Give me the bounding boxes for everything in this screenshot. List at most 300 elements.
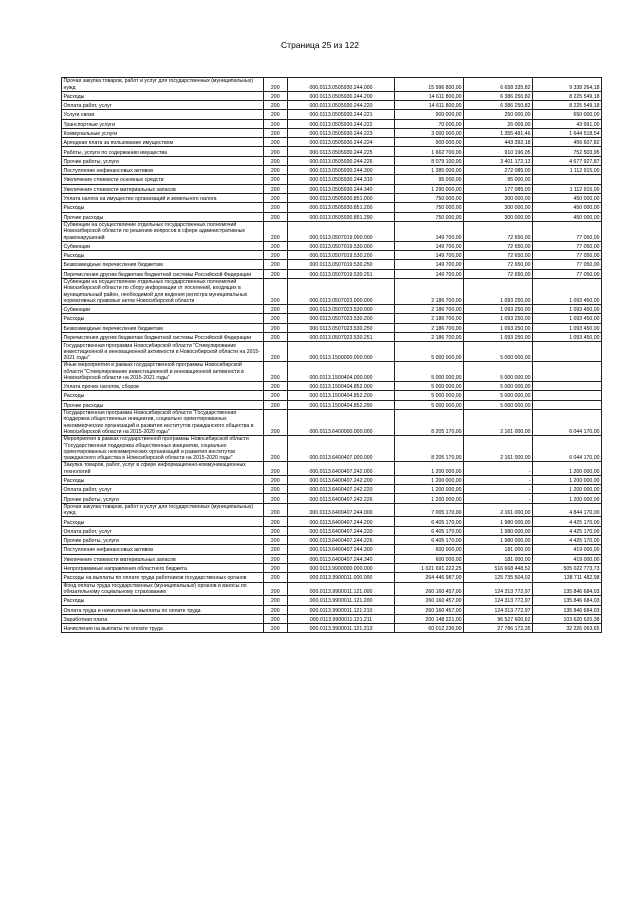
row-approved-cell: 14 611 800,00 xyxy=(395,101,464,110)
row-approved-cell: 1 200 000,00 xyxy=(395,485,464,494)
table-row xyxy=(62,241,602,250)
table-row xyxy=(62,221,602,241)
row-classification-cell: 000.0113.0505930.244.220 xyxy=(287,101,394,110)
row-name-cell: Субвенции xyxy=(62,305,264,314)
row-approved-cell: 149 700,00 xyxy=(395,269,464,278)
row-approved-cell: 95 000,00 xyxy=(395,175,464,184)
row-code-cell: 200 xyxy=(263,605,287,614)
row-remaining-cell: 135 846 684,03 xyxy=(533,582,602,596)
row-code-cell: 200 xyxy=(263,128,287,137)
row-code-cell: 200 xyxy=(263,119,287,128)
row-executed-cell: 1 980 000,00 xyxy=(464,536,533,545)
table-row xyxy=(62,251,602,260)
row-name-cell: Коммунальные услуги xyxy=(62,128,264,137)
row-executed-cell: 125 735 504,02 xyxy=(464,573,533,582)
row-executed-cell: 5 000 000,00 xyxy=(464,400,533,409)
row-approved-cell: 600 000,00 xyxy=(395,545,464,554)
row-approved-cell: 6 405 170,00 xyxy=(395,517,464,526)
row-classification-cell: 000.0113.0507019.000.000 xyxy=(287,221,394,241)
row-approved-cell: 5 000 000,00 xyxy=(395,362,464,382)
row-remaining-cell: 419 000,00 xyxy=(533,545,602,554)
row-classification-cell: 000.0113.6400407.242.226 xyxy=(287,494,394,503)
row-remaining-cell: 1 200 000,00 xyxy=(533,485,602,494)
row-executed-cell: - xyxy=(464,494,533,503)
row-remaining-cell: 1 200 000,00 xyxy=(533,462,602,476)
row-code-cell: 200 xyxy=(263,554,287,563)
row-approved-cell: 8 205 170,00 xyxy=(395,409,464,435)
row-approved-cell: 2 186 700,00 xyxy=(395,278,464,304)
row-code-cell: 200 xyxy=(263,305,287,314)
row-remaining-cell xyxy=(533,391,602,400)
row-classification-cell: 000.0113.0507023.000.000 xyxy=(287,278,394,304)
row-classification-cell: 000.0113.0505930.244.221 xyxy=(287,110,394,119)
row-code-cell: 200 xyxy=(263,193,287,202)
row-remaining-cell: 1 093 450,00 xyxy=(533,278,602,304)
row-executed-cell: 72 650,00 xyxy=(464,221,533,241)
row-approved-cell: 2 186 700,00 xyxy=(395,323,464,332)
row-approved-cell: 600 000,00 xyxy=(395,554,464,563)
row-remaining-cell: 450 000,00 xyxy=(533,212,602,221)
row-classification-cell: 000.0113.6400407.244.300 xyxy=(287,545,394,554)
row-code-cell: 200 xyxy=(263,101,287,110)
row-remaining-cell: 4 677 927,87 xyxy=(533,156,602,165)
row-classification-cell: 000.0113.0505930.244.226 xyxy=(287,156,394,165)
row-classification-cell: 000.0113.0505930.244.000 xyxy=(287,78,394,92)
table-row xyxy=(62,305,602,314)
row-remaining-cell: 77 050,00 xyxy=(533,251,602,260)
row-code-cell: 200 xyxy=(263,582,287,596)
row-remaining-cell: 1 093 450,00 xyxy=(533,305,602,314)
row-approved-cell: 1 662 700,00 xyxy=(395,147,464,156)
row-classification-cell: 000.0113.0507019.530.250 xyxy=(287,260,394,269)
row-executed-cell: 1 355 481,46 xyxy=(464,128,533,137)
row-name-cell: Оплата труда и начисления на выплаты по оплате труда xyxy=(62,605,264,614)
table-row xyxy=(62,475,602,484)
row-executed-cell: 5 000 000,00 xyxy=(464,391,533,400)
table-row xyxy=(62,614,602,623)
row-remaining-cell: 450 000,00 xyxy=(533,203,602,212)
row-approved-cell: 2 186 700,00 xyxy=(395,332,464,341)
row-name-cell: Заработная плата xyxy=(62,614,264,623)
row-remaining-cell: 6 044 170,00 xyxy=(533,436,602,462)
row-name-cell: Государственная программа Новосибирской области "Стимулирование инвестиционной и инновационной активности в Новосибирской области на 2015-2021 годы" xyxy=(62,342,264,362)
row-remaining-cell: 43 991,00 xyxy=(533,119,602,128)
row-approved-cell: 149 700,00 xyxy=(395,260,464,269)
table-row xyxy=(62,596,602,605)
row-name-cell: Увеличение стоимости материальных запасов xyxy=(62,184,264,193)
row-remaining-cell: 8 225 549,18 xyxy=(533,91,602,100)
row-name-cell: Расходы xyxy=(62,596,264,605)
row-remaining-cell: 4 844 170,00 xyxy=(533,503,602,517)
row-executed-cell: 1 093 250,00 xyxy=(464,323,533,332)
row-classification-cell: 000.0113.0507023.530.250 xyxy=(287,323,394,332)
row-remaining-cell: 1 112 915,00 xyxy=(533,184,602,193)
row-code-cell: 200 xyxy=(263,241,287,250)
row-code-cell: 200 xyxy=(263,138,287,147)
row-remaining-cell: 1 200 000,00 xyxy=(533,475,602,484)
row-executed-cell: 910 196,05 xyxy=(464,147,533,156)
table-row xyxy=(62,517,602,526)
row-remaining-cell: 4 425 170,00 xyxy=(533,526,602,535)
row-remaining-cell: 103 620 620,38 xyxy=(533,614,602,623)
row-remaining-cell: 8 225 549,18 xyxy=(533,101,602,110)
table-row xyxy=(62,91,602,100)
row-classification-cell: 000.0113.9900011.121.200 xyxy=(287,596,394,605)
table-row xyxy=(62,332,602,341)
row-approved-cell: 1 200 000,00 xyxy=(395,475,464,484)
row-code-cell: 200 xyxy=(263,332,287,341)
row-executed-cell: 1 093 250,00 xyxy=(464,332,533,341)
table-row xyxy=(62,269,602,278)
row-remaining-cell: 77 050,00 xyxy=(533,221,602,241)
table-row xyxy=(62,362,602,382)
row-classification-cell: 000.0113.1500404.852.290 xyxy=(287,400,394,409)
table-row xyxy=(62,382,602,391)
row-approved-cell: 149 700,00 xyxy=(395,241,464,250)
table-row xyxy=(62,78,602,92)
row-classification-cell: 000.0113.0505930.851.290 xyxy=(287,212,394,221)
row-name-cell: Расходы xyxy=(62,91,264,100)
row-name-cell: Увеличение стоимости основных средств xyxy=(62,175,264,184)
row-name-cell: Оплата работ, услуг xyxy=(62,485,264,494)
row-approved-cell: 5 000 000,00 xyxy=(395,400,464,409)
row-executed-cell: 1 980 000,00 xyxy=(464,526,533,535)
row-executed-cell: 443 392,18 xyxy=(464,138,533,147)
row-code-cell: 200 xyxy=(263,517,287,526)
table-row xyxy=(62,526,602,535)
table-row xyxy=(62,110,602,119)
row-classification-cell: 000.0113.6400407.244.340 xyxy=(287,554,394,563)
row-approved-cell: 1 290 000,00 xyxy=(395,184,464,193)
row-name-cell: Расходы xyxy=(62,251,264,260)
row-approved-cell: 5 000 000,00 xyxy=(395,391,464,400)
row-name-cell: Перечисления другим бюджетам бюджетной системы Российской Федерации xyxy=(62,332,264,341)
row-code-cell: 200 xyxy=(263,203,287,212)
row-approved-cell: 149 700,00 xyxy=(395,221,464,241)
row-approved-cell: 2 186 700,00 xyxy=(395,314,464,323)
table-row xyxy=(62,138,602,147)
row-remaining-cell xyxy=(533,342,602,362)
row-code-cell: 200 xyxy=(263,563,287,572)
row-executed-cell: 300 000,00 xyxy=(464,203,533,212)
row-approved-cell: 7 005 170,00 xyxy=(395,503,464,517)
budget-table xyxy=(61,77,602,633)
row-name-cell: Непрограммные направления областного бюджета xyxy=(62,563,264,572)
row-approved-cell: 8 079 100,00 xyxy=(395,156,464,165)
row-remaining-cell: 6 044 170,00 xyxy=(533,409,602,435)
row-classification-cell: 000.0113.0507023.530.200 xyxy=(287,314,394,323)
row-classification-cell: 000.0113.0507019.530.251 xyxy=(287,269,394,278)
row-name-cell: Работы, услуги по содержанию имущества xyxy=(62,147,264,156)
table-row xyxy=(62,314,602,323)
row-approved-cell: 750 000,00 xyxy=(395,193,464,202)
row-approved-cell: 260 160 457,00 xyxy=(395,582,464,596)
row-approved-cell: 8 205 170,00 xyxy=(395,436,464,462)
row-name-cell: Расходы на выплаты по оплате труда работников государственных органов xyxy=(62,573,264,582)
row-classification-cell: 000.0113.1500404.852.000 xyxy=(287,382,394,391)
row-code-cell: 200 xyxy=(263,526,287,535)
row-executed-cell: 300 000,00 xyxy=(464,212,533,221)
row-classification-cell: 000.0113.0505930.851.200 xyxy=(287,203,394,212)
row-name-cell: Перечисления другим бюджетам бюджетной системы Российской Федерации xyxy=(62,269,264,278)
row-remaining-cell: 77 050,00 xyxy=(533,241,602,250)
row-executed-cell: 272 085,00 xyxy=(464,166,533,175)
table-row xyxy=(62,536,602,545)
row-executed-cell: 2 161 000,00 xyxy=(464,436,533,462)
row-approved-cell: 264 446 987,00 xyxy=(395,573,464,582)
table-row xyxy=(62,605,602,614)
table-row xyxy=(62,624,602,633)
table-row xyxy=(62,582,602,596)
row-approved-cell: 750 000,00 xyxy=(395,203,464,212)
row-remaining-cell xyxy=(533,382,602,391)
table-row xyxy=(62,400,602,409)
table-row xyxy=(62,147,602,156)
row-name-cell: Прочие работы, услуги xyxy=(62,494,264,503)
row-code-cell: 200 xyxy=(263,536,287,545)
row-classification-cell: 000.0113.0507023.530.000 xyxy=(287,305,394,314)
row-classification-cell: 000.0113.0505930.244.225 xyxy=(287,147,394,156)
row-classification-cell: 000.0113.6400407.242.000 xyxy=(287,462,394,476)
row-executed-cell: 5 000 000,00 xyxy=(464,342,533,362)
row-executed-cell: - xyxy=(464,475,533,484)
row-approved-cell: 1 200 000,00 xyxy=(395,462,464,476)
row-code-cell: 200 xyxy=(263,436,287,462)
row-approved-cell: 1 200 000,00 xyxy=(395,494,464,503)
row-name-cell: Оплата работ, услуг xyxy=(62,526,264,535)
row-classification-cell: 000.0113.1500000.000.000 xyxy=(287,342,394,362)
row-executed-cell: 250 000,00 xyxy=(464,110,533,119)
row-executed-cell: 6 386 250,82 xyxy=(464,91,533,100)
row-executed-cell: 95 000,00 xyxy=(464,175,533,184)
row-code-cell: 200 xyxy=(263,175,287,184)
row-code-cell: 200 xyxy=(263,184,287,193)
row-classification-cell: 000.0113.9900011.121.210 xyxy=(287,605,394,614)
row-remaining-cell: 4 425 170,00 xyxy=(533,536,602,545)
row-code-cell: 200 xyxy=(263,221,287,241)
row-name-cell: Уплата прочих налогов, сборов xyxy=(62,382,264,391)
row-executed-cell: 124 313 772,97 xyxy=(464,605,533,614)
row-remaining-cell: 135 846 684,03 xyxy=(533,596,602,605)
row-executed-cell: 2 161 000,00 xyxy=(464,503,533,517)
row-classification-cell: 000.0113.0505930.851.000 xyxy=(287,193,394,202)
row-classification-cell: 000.0113.0505930.244.300 xyxy=(287,166,394,175)
row-classification-cell: 000.0113.6400407.244.000 xyxy=(287,503,394,517)
row-code-cell: 200 xyxy=(263,91,287,100)
row-classification-cell: 000.0113.9900011.121.211 xyxy=(287,614,394,623)
row-executed-cell: 1 093 250,00 xyxy=(464,278,533,304)
table-row xyxy=(62,554,602,563)
row-code-cell: 200 xyxy=(263,409,287,435)
row-executed-cell: 2 161 000,00 xyxy=(464,409,533,435)
row-executed-cell: 72 650,00 xyxy=(464,241,533,250)
row-classification-cell: 000.0113.1500404.852.200 xyxy=(287,391,394,400)
row-executed-cell: 181 000,00 xyxy=(464,545,533,554)
row-classification-cell: 000.0113.0505930.244.200 xyxy=(287,91,394,100)
row-code-cell: 200 xyxy=(263,212,287,221)
table-row xyxy=(62,342,602,362)
row-approved-cell: 3 000 000,00 xyxy=(395,128,464,137)
row-classification-cell: 000.0113.9900011.121.213 xyxy=(287,624,394,633)
row-remaining-cell xyxy=(533,175,602,184)
table-row xyxy=(62,166,602,175)
row-executed-cell: 3 401 172,13 xyxy=(464,156,533,165)
row-name-cell: Безвозмездные перечисления бюджетам xyxy=(62,323,264,332)
row-name-cell: Поступление нефинансовых активов xyxy=(62,166,264,175)
row-code-cell: 200 xyxy=(263,494,287,503)
row-executed-cell: 300 000,00 xyxy=(464,193,533,202)
row-code-cell: 200 xyxy=(263,475,287,484)
row-name-cell: Мероприятия в рамках государственной программы Новосибирской области "Государственная поддержка общественных инициатив, социально ориентированных некоммерческих организаций и развития институтов гражданского общества в Новосибирской области на 2015-2020 годы" xyxy=(62,436,264,462)
row-classification-cell: 000.0113.0507019.530.000 xyxy=(287,241,394,250)
row-approved-cell: 149 700,00 xyxy=(395,251,464,260)
row-classification-cell: 000.0113.0505930.244.310 xyxy=(287,175,394,184)
row-executed-cell: 124 313 772,97 xyxy=(464,596,533,605)
table-row xyxy=(62,175,602,184)
row-code-cell: 200 xyxy=(263,391,287,400)
row-name-cell: Поступление нефинансовых активов xyxy=(62,545,264,554)
row-name-cell: Увеличение стоимости материальных запасов xyxy=(62,554,264,563)
row-code-cell: 200 xyxy=(263,314,287,323)
row-approved-cell: 14 611 800,00 xyxy=(395,91,464,100)
row-executed-cell: 6 658 335,82 xyxy=(464,78,533,92)
row-classification-cell: 000.0113.9900011.121.000 xyxy=(287,582,394,596)
row-approved-cell: 750 000,00 xyxy=(395,212,464,221)
row-code-cell: 200 xyxy=(263,166,287,175)
row-remaining-cell: 456 607,82 xyxy=(533,138,602,147)
row-executed-cell: - xyxy=(464,462,533,476)
row-name-cell: Расходы xyxy=(62,391,264,400)
row-remaining-cell: 1 093 450,00 xyxy=(533,332,602,341)
table-row xyxy=(62,462,602,476)
row-remaining-cell: 9 338 264,18 xyxy=(533,78,602,92)
row-name-cell: Прочая закупка товаров, работ и услуг для государственных (муниципальных) нужд xyxy=(62,78,264,92)
table-row xyxy=(62,184,602,193)
table-row xyxy=(62,436,602,462)
row-name-cell: Транспортные услуги xyxy=(62,119,264,128)
table-row xyxy=(62,485,602,494)
table-row xyxy=(62,278,602,304)
row-executed-cell: 72 650,00 xyxy=(464,269,533,278)
row-remaining-cell: 135 846 684,03 xyxy=(533,605,602,614)
table-row xyxy=(62,128,602,137)
row-name-cell: Субвенции xyxy=(62,241,264,250)
row-name-cell: Прочие расходы xyxy=(62,400,264,409)
row-executed-cell: 124 313 772,97 xyxy=(464,582,533,596)
row-code-cell: 200 xyxy=(263,485,287,494)
row-code-cell: 200 xyxy=(263,110,287,119)
row-name-cell: Субвенции на осуществление отдельных государственных полномочий Новосибирской области по сбору информации от поселений, входящих в муниципальный район, необходимой для ведения регистра муниципальных нормативных правовых актов Новосибирской области xyxy=(62,278,264,304)
row-code-cell: 200 xyxy=(263,269,287,278)
row-code-cell: 200 xyxy=(263,342,287,362)
row-name-cell: Субвенции на осуществление отдельных государственных полномочий Новосибирской области по решению вопросов в сфере административных правонарушений xyxy=(62,221,264,241)
table-row xyxy=(62,101,602,110)
row-remaining-cell: 77 050,00 xyxy=(533,260,602,269)
table-row xyxy=(62,203,602,212)
row-classification-cell: 000.0113.6400407.244.220 xyxy=(287,526,394,535)
row-code-cell: 200 xyxy=(263,260,287,269)
row-code-cell: 200 xyxy=(263,503,287,517)
row-remaining-cell: 77 050,00 xyxy=(533,269,602,278)
row-code-cell: 200 xyxy=(263,545,287,554)
row-classification-cell: 000.0113.6400407.244.226 xyxy=(287,536,394,545)
row-approved-cell: 15 996 800,00 xyxy=(395,78,464,92)
row-executed-cell: 27 786 172,35 xyxy=(464,624,533,633)
row-executed-cell: 1 093 250,00 xyxy=(464,305,533,314)
table-row xyxy=(62,119,602,128)
row-name-cell: Фонд оплаты труда государственных (муниципальных) органов и взносы по обязательному социальному страхованию xyxy=(62,582,264,596)
row-code-cell: 200 xyxy=(263,382,287,391)
row-remaining-cell: 505 022 773,73 xyxy=(533,563,602,572)
row-code-cell: 200 xyxy=(263,596,287,605)
row-approved-cell: 60 012 236,00 xyxy=(395,624,464,633)
row-approved-cell: 6 405 170,00 xyxy=(395,526,464,535)
budget-table-body xyxy=(62,78,602,633)
table-row xyxy=(62,156,602,165)
row-executed-cell: 5 000 000,00 xyxy=(464,382,533,391)
row-name-cell: Прочая закупка товаров, работ и услуг для государственных (муниципальных) нужд xyxy=(62,503,264,517)
row-name-cell: Государственная программа Новосибирской области "Государственная поддержка общественных инициатив, социально ориентированных некоммерческих организаций и развития институтов гражданского общества в Новосибирской области на 2015-2020 годы" xyxy=(62,409,264,435)
row-remaining-cell: 1 093 450,00 xyxy=(533,314,602,323)
row-name-cell: Арендная плата за пользование имуществом xyxy=(62,138,264,147)
row-classification-cell: 000.0113.6400407.242.200 xyxy=(287,475,394,484)
row-remaining-cell: 752 503,95 xyxy=(533,147,602,156)
row-remaining-cell: 4 425 170,00 xyxy=(533,517,602,526)
table-row xyxy=(62,212,602,221)
table-row xyxy=(62,503,602,517)
row-approved-cell: 5 000 000,00 xyxy=(395,342,464,362)
row-name-cell: Расходы xyxy=(62,314,264,323)
row-executed-cell: 72 650,00 xyxy=(464,260,533,269)
row-executed-cell: 181 000,00 xyxy=(464,554,533,563)
row-remaining-cell: 1 093 450,00 xyxy=(533,323,602,332)
row-executed-cell: 1 980 000,00 xyxy=(464,517,533,526)
row-name-cell: Закупка товаров, работ, услуг в сфере информационно-коммуникационных технологий xyxy=(62,462,264,476)
row-executed-cell: 96 527 600,62 xyxy=(464,614,533,623)
row-executed-cell: 72 650,00 xyxy=(464,251,533,260)
row-name-cell: Прочие работы, услуги xyxy=(62,156,264,165)
row-code-cell: 200 xyxy=(263,147,287,156)
row-classification-cell: 000.0113.0507019.530.200 xyxy=(287,251,394,260)
row-approved-cell: 1 021 691 222,25 xyxy=(395,563,464,572)
row-remaining-cell: 419 000,00 xyxy=(533,554,602,563)
row-name-cell: Оплата работ, услуг xyxy=(62,101,264,110)
row-classification-cell: 000.0113.0505930.244.222 xyxy=(287,119,394,128)
row-remaining-cell xyxy=(533,362,602,382)
row-code-cell: 200 xyxy=(263,624,287,633)
row-executed-cell: - xyxy=(464,485,533,494)
row-classification-cell: 000.0113.6400000.000.000 xyxy=(287,409,394,435)
row-name-cell: Начисления на выплаты по оплате труда xyxy=(62,624,264,633)
row-remaining-cell: 1 112 915,00 xyxy=(533,166,602,175)
row-executed-cell: 177 085,00 xyxy=(464,184,533,193)
row-approved-cell: 1 385 000,00 xyxy=(395,166,464,175)
row-name-cell: Прочие расходы xyxy=(62,212,264,221)
row-code-cell: 200 xyxy=(263,614,287,623)
table-row xyxy=(62,545,602,554)
row-approved-cell: 200 148 221,00 xyxy=(395,614,464,623)
row-approved-cell: 900 000,00 xyxy=(395,110,464,119)
row-approved-cell: 5 000 000,00 xyxy=(395,382,464,391)
table-row xyxy=(62,391,602,400)
table-row xyxy=(62,573,602,582)
row-name-cell: Прочие работы, услуги xyxy=(62,536,264,545)
row-name-cell: Уплата налога на имущество организаций и земельного налога xyxy=(62,193,264,202)
row-remaining-cell: 450 000,00 xyxy=(533,193,602,202)
row-classification-cell: 000.0113.9900011.000.000 xyxy=(287,573,394,582)
table-row xyxy=(62,494,602,503)
row-approved-cell: 260 160 457,00 xyxy=(395,596,464,605)
